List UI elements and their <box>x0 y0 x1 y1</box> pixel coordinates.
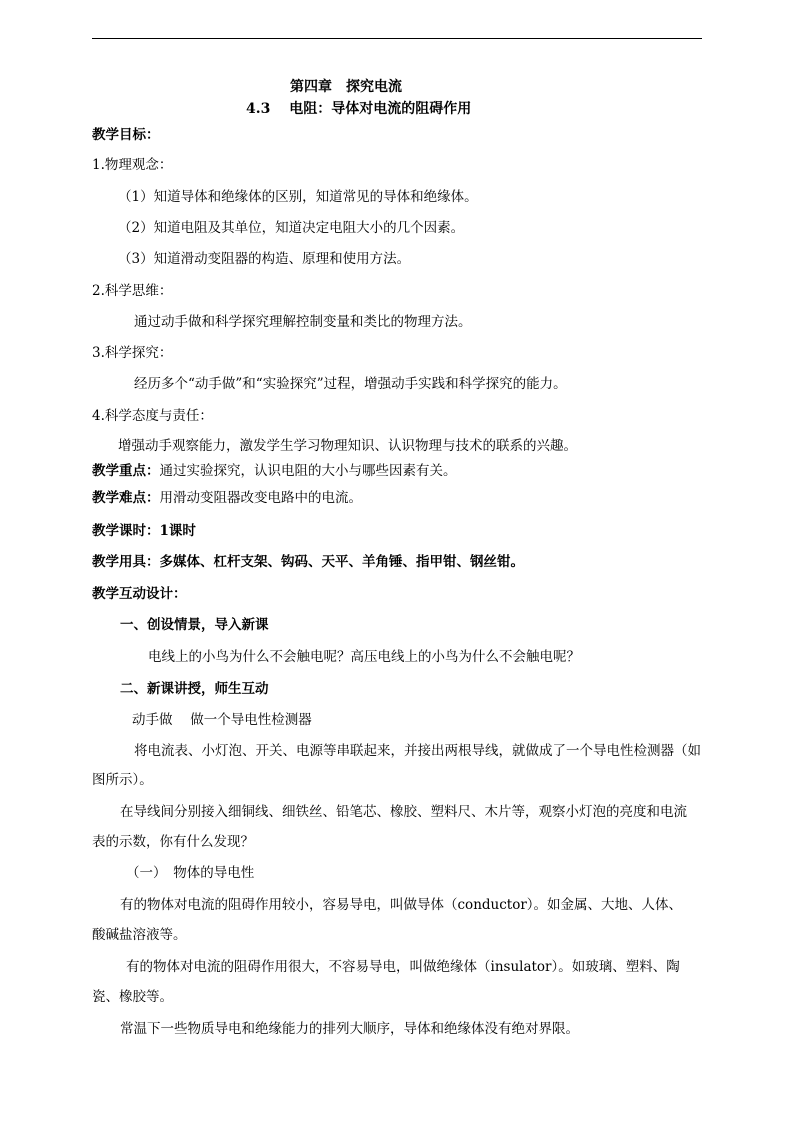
header-rule <box>92 38 702 39</box>
objective-3-title: 3.科学探究： <box>92 345 173 361</box>
objective-4-title: 4.科学态度与责任： <box>92 408 213 424</box>
para-2-line-2: 表的示数，你有什么发现？ <box>92 834 254 850</box>
chapter-title: 第四章 探究电流 <box>290 79 402 95</box>
activity-title: 动手做 做一个导电性检测器 <box>132 712 312 728</box>
para-4-line-1: 有的物体对电流的阻碍作用很大，不容易导电，叫做绝缘体（insulator）。如玻璃、塑料、陶 <box>126 959 680 975</box>
key-point <box>92 462 457 480</box>
objective-1-line-1: （1）知道导体和绝缘体的区别，知道常见的导体和绝缘体。 <box>118 189 478 205</box>
objective-2-line-1: 通过动手做和科学探究理解控制变量和类比的物理方法。 <box>134 314 472 330</box>
para-1-line-1: 将电流表、小灯泡、开关、电源等串联起来，并接出两根导线，就做成了一个导电性检测器（如 <box>134 743 701 759</box>
part-1-title: 一、创设情景，导入新课 <box>120 617 269 633</box>
objective-4-line-1: 增强动手观察能力，激发学生学习物理知识、认识物理与技术的联系的兴趣。 <box>118 438 577 454</box>
difficult-point <box>92 489 362 507</box>
objective-3-line-1: 经历多个“动手做”和“实验探究”过程，增强动手实践和科学探究的能力。 <box>134 376 567 392</box>
part-2-title: 二、新课讲授，师生互动 <box>120 681 269 697</box>
para-3-line-2: 酸碱盐溶液等。 <box>92 927 187 943</box>
objective-2-title: 2.科学思维： <box>92 283 173 299</box>
difficult-point-label: 教学难点： <box>92 490 160 506</box>
objective-1-line-2: （2）知道电阻及其单位，知道决定电阻大小的几个因素。 <box>118 220 465 236</box>
para-3-line-1: 有的物体对电流的阻碍作用较小，容易导电，叫做导体（conductor）。如金属、大地、人体、 <box>120 897 683 913</box>
para-5: 常温下一些物质导电和绝缘能力的排列大顺序，导体和绝缘体没有绝对界限。 <box>120 1021 579 1037</box>
difficult-point-text: 用滑动变阻器改变电路中的电流。 <box>159 490 362 506</box>
para-1-line-2: 图所示）。 <box>92 772 153 788</box>
objectives-heading: 教学目标： <box>92 127 160 143</box>
objective-1-line-3: （3）知道滑动变阻器的构造、原理和使用方法。 <box>118 251 411 267</box>
part-1-text: 电线上的小鸟为什么不会触电呢？高压电线上的小鸟为什么不会触电呢？ <box>148 649 580 665</box>
design-heading: 教学互动设计： <box>92 586 187 602</box>
para-4-line-2: 瓷、橡胶等。 <box>92 989 173 1005</box>
class-hours: 教学课时：1课时 <box>92 523 196 539</box>
key-point-label: 教学重点： <box>92 463 160 479</box>
teaching-tools: 教学用具：多媒体、杠杆支架、钩码、天平、羊角锤、指甲钳、钢丝钳。 <box>92 554 524 570</box>
section-title: 4.3 电阻：导体对电流的阻碍作用 <box>246 101 472 117</box>
objective-1-title: 1.物理观念： <box>92 157 173 173</box>
key-point-text: 通过实验探究，认识电阻的大小与哪些因素有关。 <box>159 463 457 479</box>
subsection-1-title: （一） 物体的导电性 <box>126 865 255 881</box>
para-2-line-1: 在导线间分别接入细铜线、细铁丝、铅笔芯、橡胶、塑料尺、木片等，观察小灯泡的亮度和电流 <box>120 804 687 820</box>
